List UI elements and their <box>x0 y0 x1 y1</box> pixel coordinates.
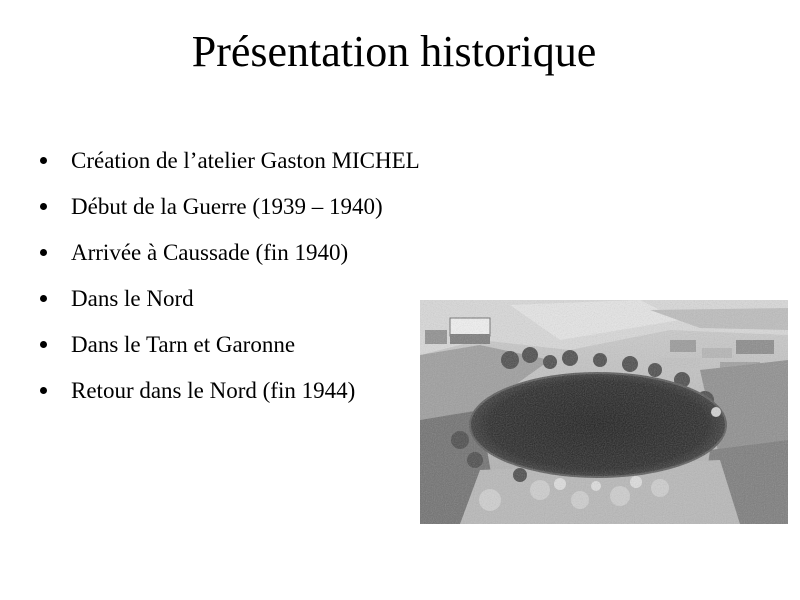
bullet-dot-icon <box>40 341 47 348</box>
slide-title: Présentation historique <box>191 27 597 76</box>
bullet-text: Arrivée à Caussade (fin 1940) <box>71 240 349 265</box>
bullet-text: Début de la Guerre (1939 – 1940) <box>71 194 383 219</box>
bullet-dot-icon <box>40 387 47 394</box>
bullet-dot-icon <box>40 249 47 256</box>
bullet-text: Retour dans le Nord (fin 1944) <box>71 378 356 403</box>
aerial-photo <box>420 300 788 524</box>
bullet-text: Création de l’atelier Gaston MICHEL <box>71 148 420 173</box>
bullet-dot-icon <box>40 157 47 164</box>
bullet-dot-icon <box>40 295 47 302</box>
bullet-text: Dans le Tarn et Garonne <box>71 332 296 357</box>
bullet-text: Dans le Nord <box>71 286 194 311</box>
bullet-dot-icon <box>40 203 47 210</box>
